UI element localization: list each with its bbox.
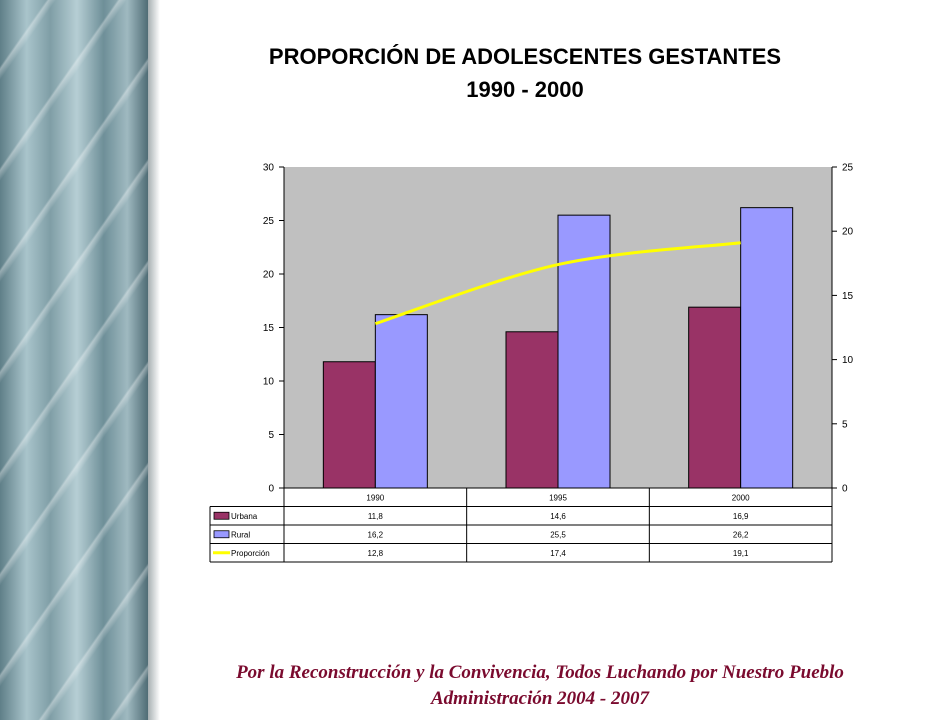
right-axis-tick-label: 0 [842, 483, 848, 495]
right-axis-tick-label: 15 [842, 290, 854, 302]
bar-urbana [689, 307, 741, 488]
left-axis-tick-label: 30 [262, 162, 274, 174]
legend-key-rural [214, 531, 229, 538]
table-value: 19,1 [732, 548, 749, 558]
left-axis-tick-label: 5 [268, 430, 274, 441]
table-value: 16,2 [367, 530, 384, 540]
left-axis-tick-label: 10 [262, 376, 274, 388]
right-axis-tick-label: 10 [842, 355, 854, 367]
x-axis-category-label: 1990 [366, 493, 385, 503]
bar-rural [741, 208, 793, 488]
legend-series-name: Proporción [231, 548, 270, 558]
legend-key-urbana [214, 512, 229, 519]
table-value: 11,8 [367, 511, 383, 521]
right-axis-tick-label: 5 [842, 419, 848, 431]
bar-urbana [506, 332, 558, 488]
left-axis-tick-label: 15 [262, 323, 274, 334]
x-axis-category-label: 2000 [731, 493, 750, 503]
footer-administration: Administración 2004 - 2007 [431, 688, 649, 709]
chart-subtitle: 1990 - 2000 [466, 77, 584, 102]
right-axis-tick-label: 25 [842, 162, 854, 174]
table-value: 16,9 [732, 511, 749, 521]
left-axis-tick-label: 0 [268, 483, 274, 495]
table-value: 14,6 [550, 511, 566, 521]
left-axis-tick-label: 25 [262, 216, 274, 227]
legend-series-name: Rural [231, 530, 251, 540]
table-value: 26,2 [732, 530, 749, 540]
bar-rural [375, 315, 427, 488]
right-axis-tick-label: 20 [842, 226, 854, 238]
table-value: 25,5 [550, 530, 566, 540]
legend-series-name: Urbana [231, 511, 258, 521]
footer-slogan: Por la Reconstrucción y la Convivencia, Todos Luchando por Nuestro Pueblo [236, 662, 844, 683]
bar-urbana [323, 362, 375, 488]
table-value: 17,4 [550, 548, 566, 558]
x-axis-category-label: 1995 [549, 493, 567, 503]
table-value: 12,8 [367, 548, 384, 558]
left-axis-tick-label: 20 [262, 269, 274, 281]
chart-title: PROPORCIÓN DE ADOLESCENTES GESTANTES [268, 44, 782, 69]
